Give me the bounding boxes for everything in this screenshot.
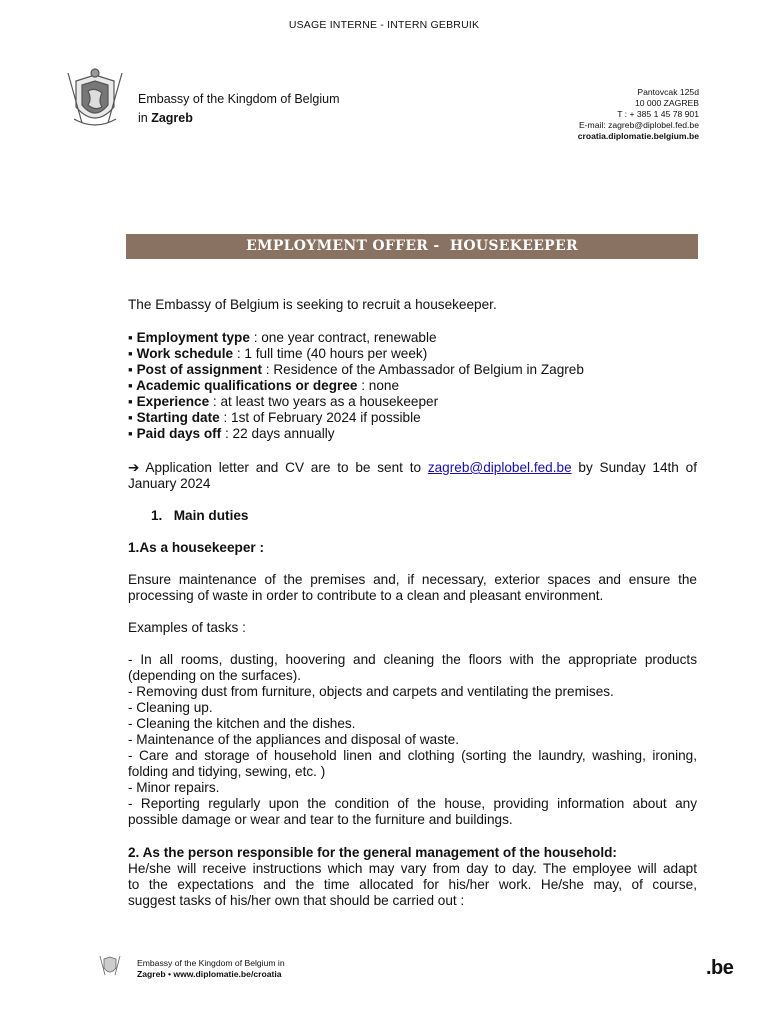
subsection-housekeeper: 1.As a housekeeper : bbox=[128, 540, 264, 555]
detail-label: Employment type bbox=[136, 330, 250, 345]
detail-value: : Residence of the Ambassador of Belgium in Zagreb bbox=[262, 362, 584, 377]
application-line1: ➔ Application letter and CV are to be sent to zagreb@diplobel.fed.be by Sunday 14th of bbox=[128, 460, 697, 475]
intro-text: The Embassy of Belgium is seeking to recruit a housekeeper. bbox=[128, 297, 497, 312]
task-item-continuation: possible damage or wear and tear to the furniture and buildings. bbox=[128, 812, 513, 827]
detail-label: Academic qualifications or degree bbox=[136, 378, 358, 393]
examples-label: Examples of tasks : bbox=[128, 620, 246, 635]
detail-label: Experience bbox=[136, 394, 210, 409]
embassy-city: Zagreb bbox=[151, 111, 193, 125]
detail-value: : none bbox=[357, 378, 400, 393]
application-email-link[interactable]: zagreb@diplobel.fed.be bbox=[427, 460, 572, 475]
detail-item: ▪ Work schedule : 1 full time (40 hours per week) bbox=[128, 346, 428, 361]
maintenance-line1: Ensure maintenance of the premises and, if necessary, exterior spaces and ensure the bbox=[128, 572, 697, 587]
address-email: E-mail: zagreb@diplobel.fed.be bbox=[578, 120, 699, 130]
task-item: - Minor repairs. bbox=[128, 780, 220, 795]
footer-coat-of-arms-icon bbox=[98, 954, 122, 978]
task-item: - Reporting regularly upon the condition of the house, providing information about any bbox=[128, 796, 697, 811]
detail-label: Post of assignment bbox=[136, 362, 262, 377]
task-item: - Cleaning up. bbox=[128, 700, 213, 715]
detail-item: ▪ Academic qualifications or degree : none bbox=[128, 378, 400, 393]
task-item: - Maintenance of the appliances and disposal of waste. bbox=[128, 732, 459, 747]
address-phone: T : + 385 1 45 78 901 bbox=[617, 109, 699, 119]
address-website: croatia.diplomatie.belgium.be bbox=[577, 131, 699, 141]
document-title: EMPLOYMENT OFFER - HOUSEKEEPER bbox=[246, 238, 578, 254]
document-body bbox=[128, 0, 697, 1024]
task-item-continuation: (depending on the surfaces). bbox=[128, 668, 302, 683]
detail-label: Starting date bbox=[136, 410, 220, 425]
task-item-continuation: folding and tidying, sewing, etc. ) bbox=[128, 764, 326, 779]
section-main-duties: 1. Main duties bbox=[151, 508, 249, 523]
embassy-name-line2: in Zagreb bbox=[138, 111, 193, 125]
be-logo: .be bbox=[706, 957, 734, 979]
management-line2: to the expectations and the time allocated for his/her work. He/she may, of course, bbox=[128, 877, 697, 892]
detail-label: Work schedule bbox=[136, 346, 234, 361]
detail-value: : 22 days annually bbox=[221, 426, 335, 441]
footer-text bbox=[137, 958, 285, 980]
detail-value: : 1st of February 2024 if possible bbox=[219, 410, 421, 425]
footer-line2: Zagreb • www.diplomatie.be/croatia bbox=[137, 969, 282, 979]
belgian-coat-of-arms-icon bbox=[62, 67, 128, 133]
detail-item: ▪ Post of assignment : Residence of the Ambassador of Belgium in Zagreb bbox=[128, 362, 584, 377]
management-line3: suggest tasks of his/her own that should be carried out : bbox=[128, 893, 465, 908]
task-item: - Removing dust from furniture, objects and carpets and ventilating the premises. bbox=[128, 684, 614, 699]
management-line1: He/she will receive instructions which may vary from day to day. The employee will adapt bbox=[128, 861, 697, 876]
classification-note: USAGE INTERNE - INTERN GEBRUIK bbox=[288, 19, 480, 31]
maintenance-line2: processing of waste in order to contribute to a clean and pleasant environment. bbox=[128, 588, 604, 603]
detail-value: : one year contract, renewable bbox=[249, 330, 437, 345]
detail-value: : 1 full time (40 hours per week) bbox=[233, 346, 428, 361]
address-street: Pantovcak 125d bbox=[637, 87, 699, 97]
detail-item: ▪ Starting date : 1st of February 2024 if possible bbox=[128, 410, 421, 425]
detail-item: ▪ Experience : at least two years as a housekeeper bbox=[128, 394, 439, 409]
embassy-name-line1: Embassy of the Kingdom of Belgium bbox=[138, 92, 340, 106]
detail-value: : at least two years as a housekeeper bbox=[209, 394, 439, 409]
detail-item: ▪ Employment type : one year contract, renewable bbox=[128, 330, 437, 345]
detail-label: Paid days off bbox=[136, 426, 222, 441]
subsection-household-management: 2. As the person responsible for the general management of the household: bbox=[128, 845, 617, 860]
task-item: - In all rooms, dusting, hoovering and cleaning the floors with the appropriate products bbox=[128, 652, 697, 667]
application-line2: January 2024 bbox=[128, 476, 211, 491]
footer-line1: Embassy of the Kingdom of Belgium in bbox=[137, 958, 285, 968]
task-item: - Cleaning the kitchen and the dishes. bbox=[128, 716, 356, 731]
detail-item: ▪ Paid days off : 22 days annually bbox=[128, 426, 335, 441]
task-item: - Care and storage of household linen and clothing (sorting the laundry, washing, ironing, bbox=[128, 748, 697, 763]
address-city: 10 000 ZAGREB bbox=[634, 98, 699, 108]
